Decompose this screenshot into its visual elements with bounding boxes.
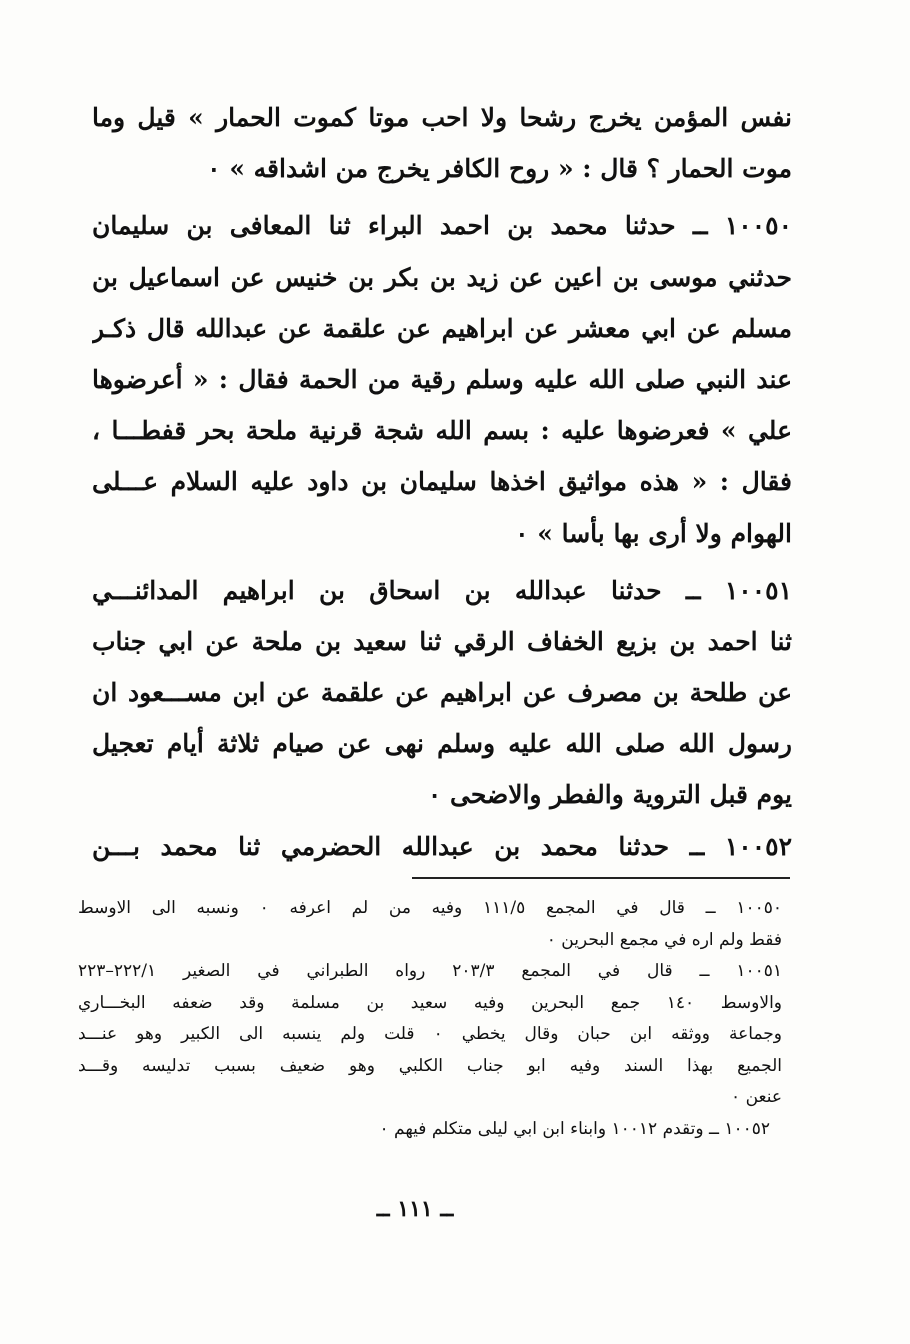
hadith-10051-heading: ١٠٠٥١ ــ حدثنا عبدالله بن اسحاق بن ابراهيم المدائنـــي [92,575,792,605]
footnote-line: الجميع بهذا السند وفيه ابو جناب الكلبي وهو ضعيف بسبب تدليسه وقـــد [78,1055,782,1076]
footnotes [78,893,782,1145]
text-line: الهوام ولا أرى بها بأسا » ٠ [515,518,792,548]
footnote-line: فقط ولم اره في مجمع البحرين ٠ [546,929,782,950]
text-line: مسلم عن ابي معشر عن ابراهيم عن علقمة عن عبدالله قال ذكـر [92,313,792,343]
page-number: ــ ١١١ ــ [376,1196,454,1222]
text-line: عن طلحة بن مصرف عن ابراهيم عن علقمة عن ابن مســـعود ان [92,678,792,708]
text-line: عند النبي صلى الله عليه وسلم رقية من الحمة فقال : « أعرضوها [92,364,792,394]
text-line: علي » فعرضوها عليه : بسم الله شجة قرنية ملحة بحر قفطـــا ، [92,416,792,446]
text-line: يوم قبل التروية والفطر والاضحى ٠ [427,780,792,810]
text-line: ثنا احمد بن بزيع الخفاف الرقي ثنا سعيد بن ملحة عن ابي جناب [92,626,792,656]
footnote-divider [412,877,790,879]
text-line: فقال : « هذه مواثيق اخذها سليمان بن داود عليه السلام عـــلى [92,467,792,497]
hadith-10050-heading: ١٠٠٥٠ ــ حدثنا محمد بن احمد البراء ثنا المعافى بن سليمان [92,211,792,241]
main-text [92,92,792,872]
text-line: رسول الله صلى الله عليه وسلم نهى عن صيام ثلاثة أيام تعجيل [92,729,792,759]
footnote-line: عنعن ٠ [731,1087,782,1107]
text-line: موت الحمار ؟ قال : « روح الكافر يخرج من اشداقه » ٠ [207,154,792,184]
footnote-line: ١٠٠٥٢ ــ وتقدم ١٠٠١٢ وابناء ابن ابي ليلى متكلم فيهم ٠ [379,1118,770,1139]
footnote-line: وجماعة ووثقه ابن حبان وقال يخطي ٠ قلت ولم ينسبه الى الكبير وهو عنـــد [78,1024,782,1044]
text-line: نفس المؤمن يخرج رشحا ولا احب موتا كموت الحمار » قيل وما [92,103,792,132]
text-line: حدثني موسى بن اعين عن زيد بن بكر بن خنيس عن اسماعيل بن [92,262,792,292]
footnote-line: ١٠٠٥٠ ــ قال في المجمع ١١١/٥ وفيه من لم اعرفه ٠ ونسبه الى الاوسط [78,898,782,918]
hadith-10052-heading: ١٠٠٥٢ ــ حدثنا محمد بن عبدالله الحضرمي ثنا محمد بـــن [92,831,792,861]
footnote-line: ١٠٠٥١ ــ قال في المجمع ٢٠٣/٣ رواه الطبراني في الصغير ٢٢٢/١–٢٢٣ [78,961,782,981]
footnote-line: والاوسط ١٤٠ جمع البحرين وفيه سعيد بن مسلمة وقد ضعفه البخـــاري [78,992,782,1013]
